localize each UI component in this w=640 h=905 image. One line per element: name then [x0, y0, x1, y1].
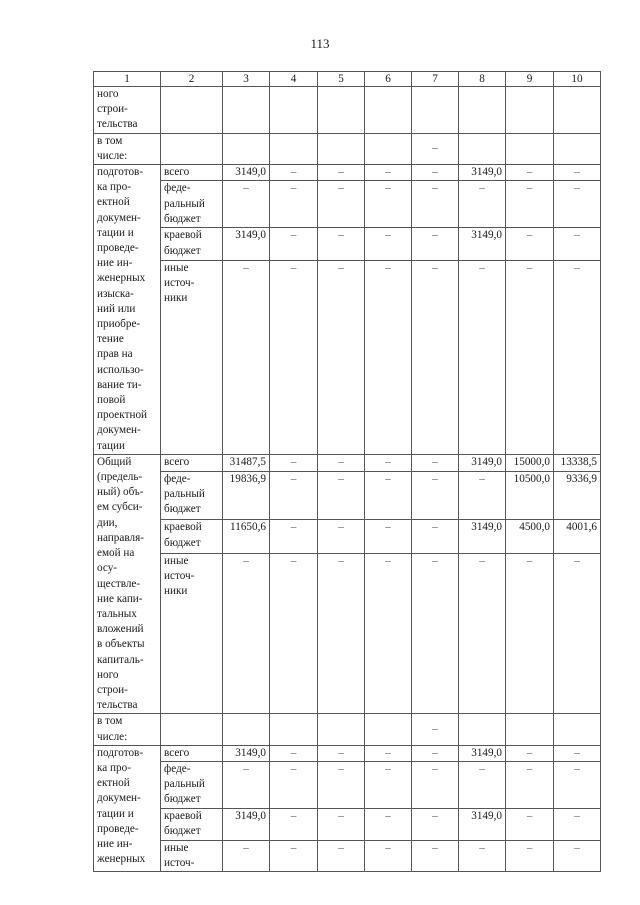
row-label: ного строи- тельства	[94, 87, 161, 134]
value-cell: 3149,0	[459, 808, 506, 840]
value-cell	[318, 714, 365, 745]
value-cell: –	[365, 553, 412, 714]
row-label: в том числе:	[94, 714, 161, 745]
value-cell: –	[412, 133, 459, 164]
value-cell: –	[506, 228, 554, 260]
value-cell: –	[412, 260, 459, 454]
row-label: подготов- ка про- ектной докумен- тации и проведе- ние ин- женерных изыска- ний или приобре- тение прав на использо- вание ти- повой проектной докумен- тации	[94, 165, 161, 455]
value-cell: –	[365, 761, 412, 808]
value-cell: –	[459, 181, 506, 228]
table-row	[94, 87, 601, 134]
value-cell: –	[554, 260, 601, 454]
value-cell: 15000,0	[506, 454, 554, 471]
value-cell: 3149,0	[223, 808, 270, 840]
value-cell: –	[318, 520, 365, 553]
table-row	[94, 520, 601, 553]
value-cell: –	[270, 165, 318, 181]
value-cell	[459, 87, 506, 134]
value-cell: –	[270, 454, 318, 471]
value-cell	[554, 87, 601, 134]
value-cell: –	[318, 745, 365, 761]
value-cell: –	[412, 165, 459, 181]
value-cell: –	[412, 228, 459, 260]
value-cell: –	[459, 761, 506, 808]
value-cell	[161, 133, 223, 164]
funding-source: краевой бюджет	[161, 520, 223, 553]
column-header: 3	[223, 72, 270, 87]
value-cell: –	[318, 181, 365, 228]
value-cell: –	[412, 553, 459, 714]
value-cell: 3149,0	[223, 165, 270, 181]
column-header: 7	[412, 72, 459, 87]
value-cell: –	[318, 808, 365, 840]
funding-source: иные источ- ники	[161, 260, 223, 454]
column-header: 10	[554, 72, 601, 87]
value-cell: –	[506, 840, 554, 871]
value-cell: –	[270, 553, 318, 714]
value-cell: 4001,6	[554, 520, 601, 553]
value-cell: –	[554, 228, 601, 260]
value-cell: –	[270, 840, 318, 871]
value-cell: –	[365, 471, 412, 520]
value-cell: –	[270, 471, 318, 520]
value-cell	[270, 133, 318, 164]
value-cell: –	[412, 181, 459, 228]
column-header: 4	[270, 72, 318, 87]
table-row	[94, 761, 601, 808]
value-cell: 3149,0	[459, 228, 506, 260]
table-row	[94, 228, 601, 260]
value-cell: –	[554, 553, 601, 714]
value-cell: –	[270, 745, 318, 761]
value-cell: –	[318, 471, 365, 520]
table-row	[94, 181, 601, 228]
header-row	[94, 72, 601, 87]
value-cell: –	[412, 520, 459, 553]
funding-source: феде- ральный бюджет	[161, 471, 223, 520]
value-cell: 13338,5	[554, 454, 601, 471]
value-cell: –	[365, 840, 412, 871]
table-row	[94, 133, 601, 164]
funding-source: иные источ- ники	[161, 553, 223, 714]
value-cell: –	[554, 165, 601, 181]
value-cell: –	[412, 840, 459, 871]
funding-source: краевой бюджет	[161, 808, 223, 840]
value-cell: –	[554, 840, 601, 871]
value-cell: –	[318, 553, 365, 714]
value-cell: –	[506, 808, 554, 840]
table-row	[94, 260, 601, 454]
row-label: Общий (предель- ный) объ- ем субси- дии, направля- емой на осу- ществле- ние капи- тальных вложений в объекты капиталь- ного строи- тельства	[94, 454, 161, 713]
value-cell	[506, 133, 554, 164]
value-cell: –	[270, 808, 318, 840]
value-cell: –	[412, 471, 459, 520]
value-cell	[365, 714, 412, 745]
value-cell: –	[412, 454, 459, 471]
value-cell: –	[506, 745, 554, 761]
value-cell: 11650,6	[223, 520, 270, 553]
value-cell: –	[506, 761, 554, 808]
value-cell: –	[554, 808, 601, 840]
value-cell	[270, 87, 318, 134]
value-cell	[318, 87, 365, 134]
budget-table	[93, 71, 601, 872]
value-cell: –	[365, 228, 412, 260]
value-cell: 3149,0	[459, 165, 506, 181]
value-cell: 10500,0	[506, 471, 554, 520]
value-cell: –	[459, 260, 506, 454]
value-cell	[318, 133, 365, 164]
column-header: 6	[365, 72, 412, 87]
table-row	[94, 745, 601, 761]
value-cell: –	[318, 228, 365, 260]
row-label: в том числе:	[94, 133, 161, 164]
value-cell: –	[459, 471, 506, 520]
value-cell: –	[412, 714, 459, 745]
funding-source: всего	[161, 454, 223, 471]
value-cell: –	[223, 181, 270, 228]
value-cell: –	[365, 260, 412, 454]
value-cell: –	[554, 761, 601, 808]
value-cell	[554, 714, 601, 745]
value-cell: –	[412, 808, 459, 840]
row-label: подготов- ка про- ектной докумен- тации и проведе- ние ин- женерных	[94, 745, 161, 871]
table-row	[94, 714, 601, 745]
value-cell: –	[270, 181, 318, 228]
value-cell: –	[365, 165, 412, 181]
table-row	[94, 454, 601, 471]
value-cell	[223, 133, 270, 164]
value-cell	[223, 87, 270, 134]
value-cell: –	[506, 165, 554, 181]
value-cell: –	[365, 745, 412, 761]
column-header: 8	[459, 72, 506, 87]
value-cell: –	[459, 840, 506, 871]
funding-source: краевой бюджет	[161, 228, 223, 260]
column-header: 9	[506, 72, 554, 87]
table-row	[94, 553, 601, 714]
table-row	[94, 840, 601, 871]
value-cell: –	[270, 520, 318, 553]
funding-source: иные источ-	[161, 840, 223, 871]
value-cell: 4500,0	[506, 520, 554, 553]
value-cell: –	[270, 260, 318, 454]
value-cell: 3149,0	[459, 745, 506, 761]
value-cell: –	[318, 260, 365, 454]
value-cell: –	[270, 761, 318, 808]
value-cell: –	[506, 553, 554, 714]
value-cell: –	[365, 520, 412, 553]
table-row	[94, 808, 601, 840]
value-cell	[412, 87, 459, 134]
value-cell: –	[365, 454, 412, 471]
value-cell	[459, 714, 506, 745]
value-cell: –	[554, 745, 601, 761]
value-cell: –	[223, 260, 270, 454]
funding-source: всего	[161, 165, 223, 181]
value-cell: –	[318, 165, 365, 181]
value-cell	[365, 133, 412, 164]
page-number: 113	[310, 36, 330, 51]
value-cell: 3149,0	[459, 520, 506, 553]
value-cell: 9336,9	[554, 471, 601, 520]
value-cell: –	[554, 181, 601, 228]
value-cell: –	[365, 808, 412, 840]
value-cell: –	[223, 761, 270, 808]
value-cell: –	[318, 840, 365, 871]
value-cell: –	[318, 761, 365, 808]
value-cell: –	[506, 260, 554, 454]
funding-source: феде- ральный бюджет	[161, 181, 223, 228]
value-cell: –	[412, 761, 459, 808]
value-cell: 3149,0	[223, 745, 270, 761]
value-cell: 3149,0	[459, 454, 506, 471]
column-header: 2	[161, 72, 223, 87]
value-cell	[270, 714, 318, 745]
table-row	[94, 165, 601, 181]
value-cell: –	[459, 553, 506, 714]
value-cell: –	[223, 840, 270, 871]
table-row	[94, 471, 601, 520]
value-cell	[459, 133, 506, 164]
value-cell	[506, 87, 554, 134]
value-cell: –	[506, 181, 554, 228]
value-cell	[554, 133, 601, 164]
value-cell	[161, 714, 223, 745]
value-cell: 31487,5	[223, 454, 270, 471]
value-cell: –	[412, 745, 459, 761]
value-cell	[223, 714, 270, 745]
value-cell: –	[270, 228, 318, 260]
value-cell	[365, 87, 412, 134]
value-cell: 3149,0	[223, 228, 270, 260]
value-cell	[506, 714, 554, 745]
value-cell: –	[318, 454, 365, 471]
column-header: 5	[318, 72, 365, 87]
funding-source: феде- ральный бюджет	[161, 761, 223, 808]
value-cell: –	[365, 181, 412, 228]
value-cell: 19836,9	[223, 471, 270, 520]
column-header: 1	[94, 72, 161, 87]
value-cell: –	[223, 553, 270, 714]
funding-source: всего	[161, 745, 223, 761]
value-cell	[161, 87, 223, 134]
